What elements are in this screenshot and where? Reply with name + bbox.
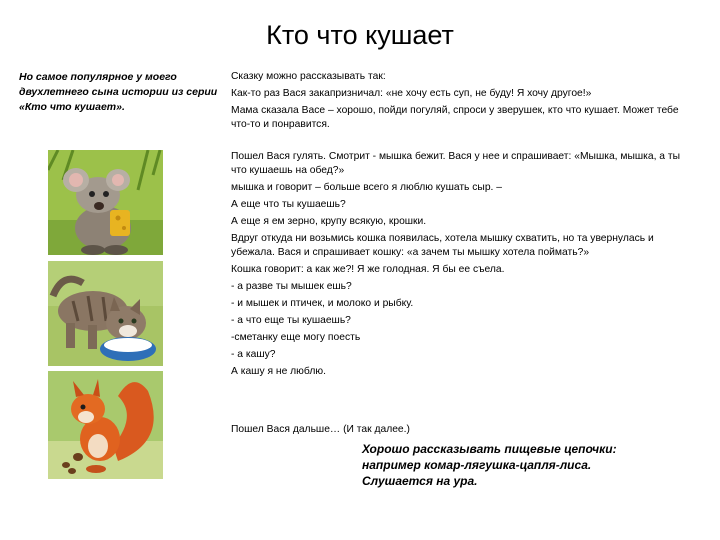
dialog-line: Пошел Вася гулять. Смотрит - мышка бежит. Вася у нее и спрашивает: «Мышка, мышка, а ты что кушаешь на обед?» — [231, 151, 681, 176]
mouse-illustration — [48, 150, 163, 255]
moral-line: Хорошо рассказывать пищевые цепочки: — [362, 442, 617, 456]
intro-line: Сказку можно рассказывать так: — [231, 71, 386, 82]
squirrel-illustration — [48, 371, 163, 479]
moral-note — [362, 441, 702, 489]
dialog-line: А еще что ты кушаешь? — [231, 199, 346, 210]
side-note: Но самое популярное у моего двухлетнего сына истории из серии «Кто что кушает». — [19, 71, 218, 113]
dialog-line: А кашу я не люблю. — [231, 366, 326, 377]
dialog-line: мышка и говорит – больше всего я люблю кушать сыр. – — [231, 182, 503, 193]
story-intro — [231, 70, 681, 135]
dialog-line: Кошка говорит: а как же?! Я же голодная. Я бы ее съела. — [231, 264, 505, 275]
dialog-line: - а кашу? — [231, 349, 276, 360]
dialog-line: - а разве ты мышек ешь? — [231, 281, 352, 292]
moral-line: например комар-лягушка-цапля-лиса. — [362, 458, 592, 472]
moral-line: Слушается на ура. — [362, 474, 478, 488]
dialog-line: А еще я ем зерно, крупу всякую, крошки. — [231, 216, 427, 227]
dialog-line: - и мышек и птичек, и молоко и рыбку. — [231, 298, 414, 309]
dialog-line: -сметанку еще могу поесть — [231, 332, 361, 343]
ending-line: Пошел Вася дальше… (И так далее.) — [231, 424, 410, 435]
dialog-line: Вдруг откуда ни возьмись кошка появилась, хотела мышку схватить, но та увернулась и убежала. Вася и спрашивает кошку: «а зачем ты мышку хотела поймать?» — [231, 233, 654, 258]
dialog-line: - а что еще ты кушаешь? — [231, 315, 351, 326]
story-dialog — [231, 150, 681, 382]
page-title: Кто что кушает — [266, 20, 454, 50]
cat-illustration — [48, 261, 163, 366]
intro-line: Мама сказала Васе – хорошо, пойди погуляй, спроси у зверушек, кто что кушает. Может тебе что-то и понравится. — [231, 105, 679, 130]
intro-line: Как-то раз Вася закапризничал: «не хочу есть суп, не буду! Я хочу другое!» — [231, 88, 592, 99]
story-ending — [231, 423, 681, 440]
